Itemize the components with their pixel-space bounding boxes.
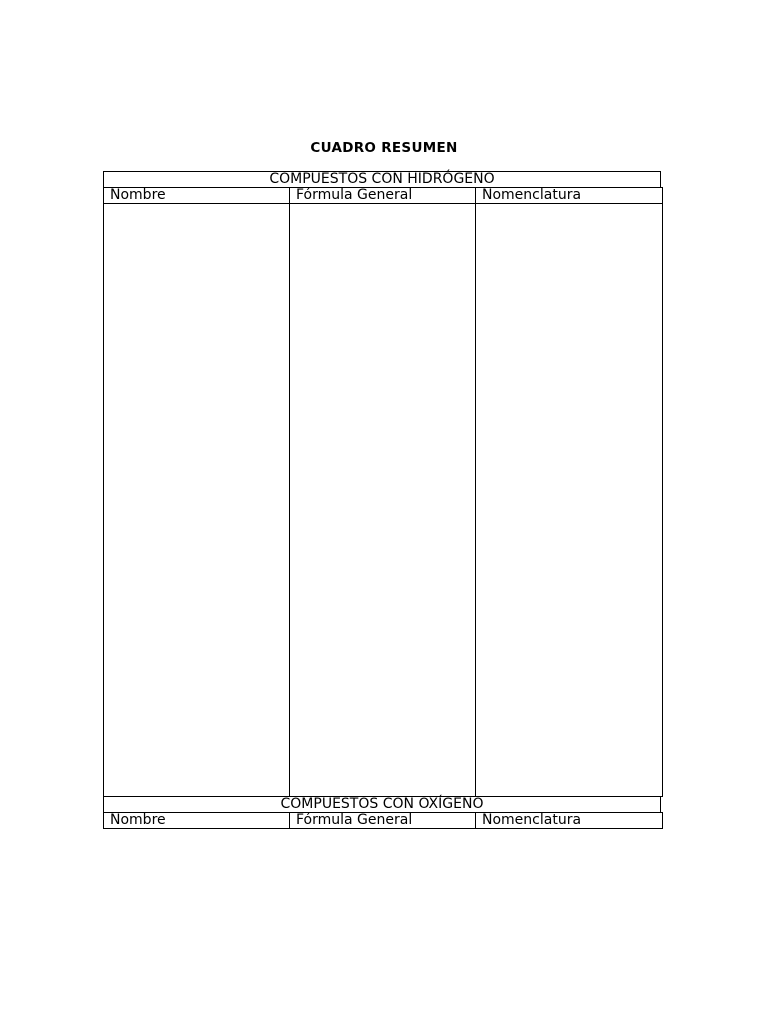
header-cell-nombre: Nombre [103, 812, 290, 829]
body-cell-nomenclatura [475, 203, 663, 797]
body-cell-nombre [103, 203, 290, 797]
header-cell-nombre: Nombre [103, 187, 290, 204]
header-cell-nomenclatura: Nomenclatura [475, 187, 663, 204]
section-heading-hidrogeno: COMPUESTOS CON HIDRÓGENO [103, 171, 661, 188]
header-cell-formula-general: Fórmula General [289, 187, 476, 204]
body-cell-formula-general [289, 203, 476, 797]
document-title: CUADRO RESUMEN [310, 140, 458, 156]
header-cell-formula-general: Fórmula General [289, 812, 476, 829]
header-cell-nomenclatura: Nomenclatura [475, 812, 663, 829]
section-heading-oxigeno: COMPUESTOS CON OXÍGENO [103, 796, 661, 813]
